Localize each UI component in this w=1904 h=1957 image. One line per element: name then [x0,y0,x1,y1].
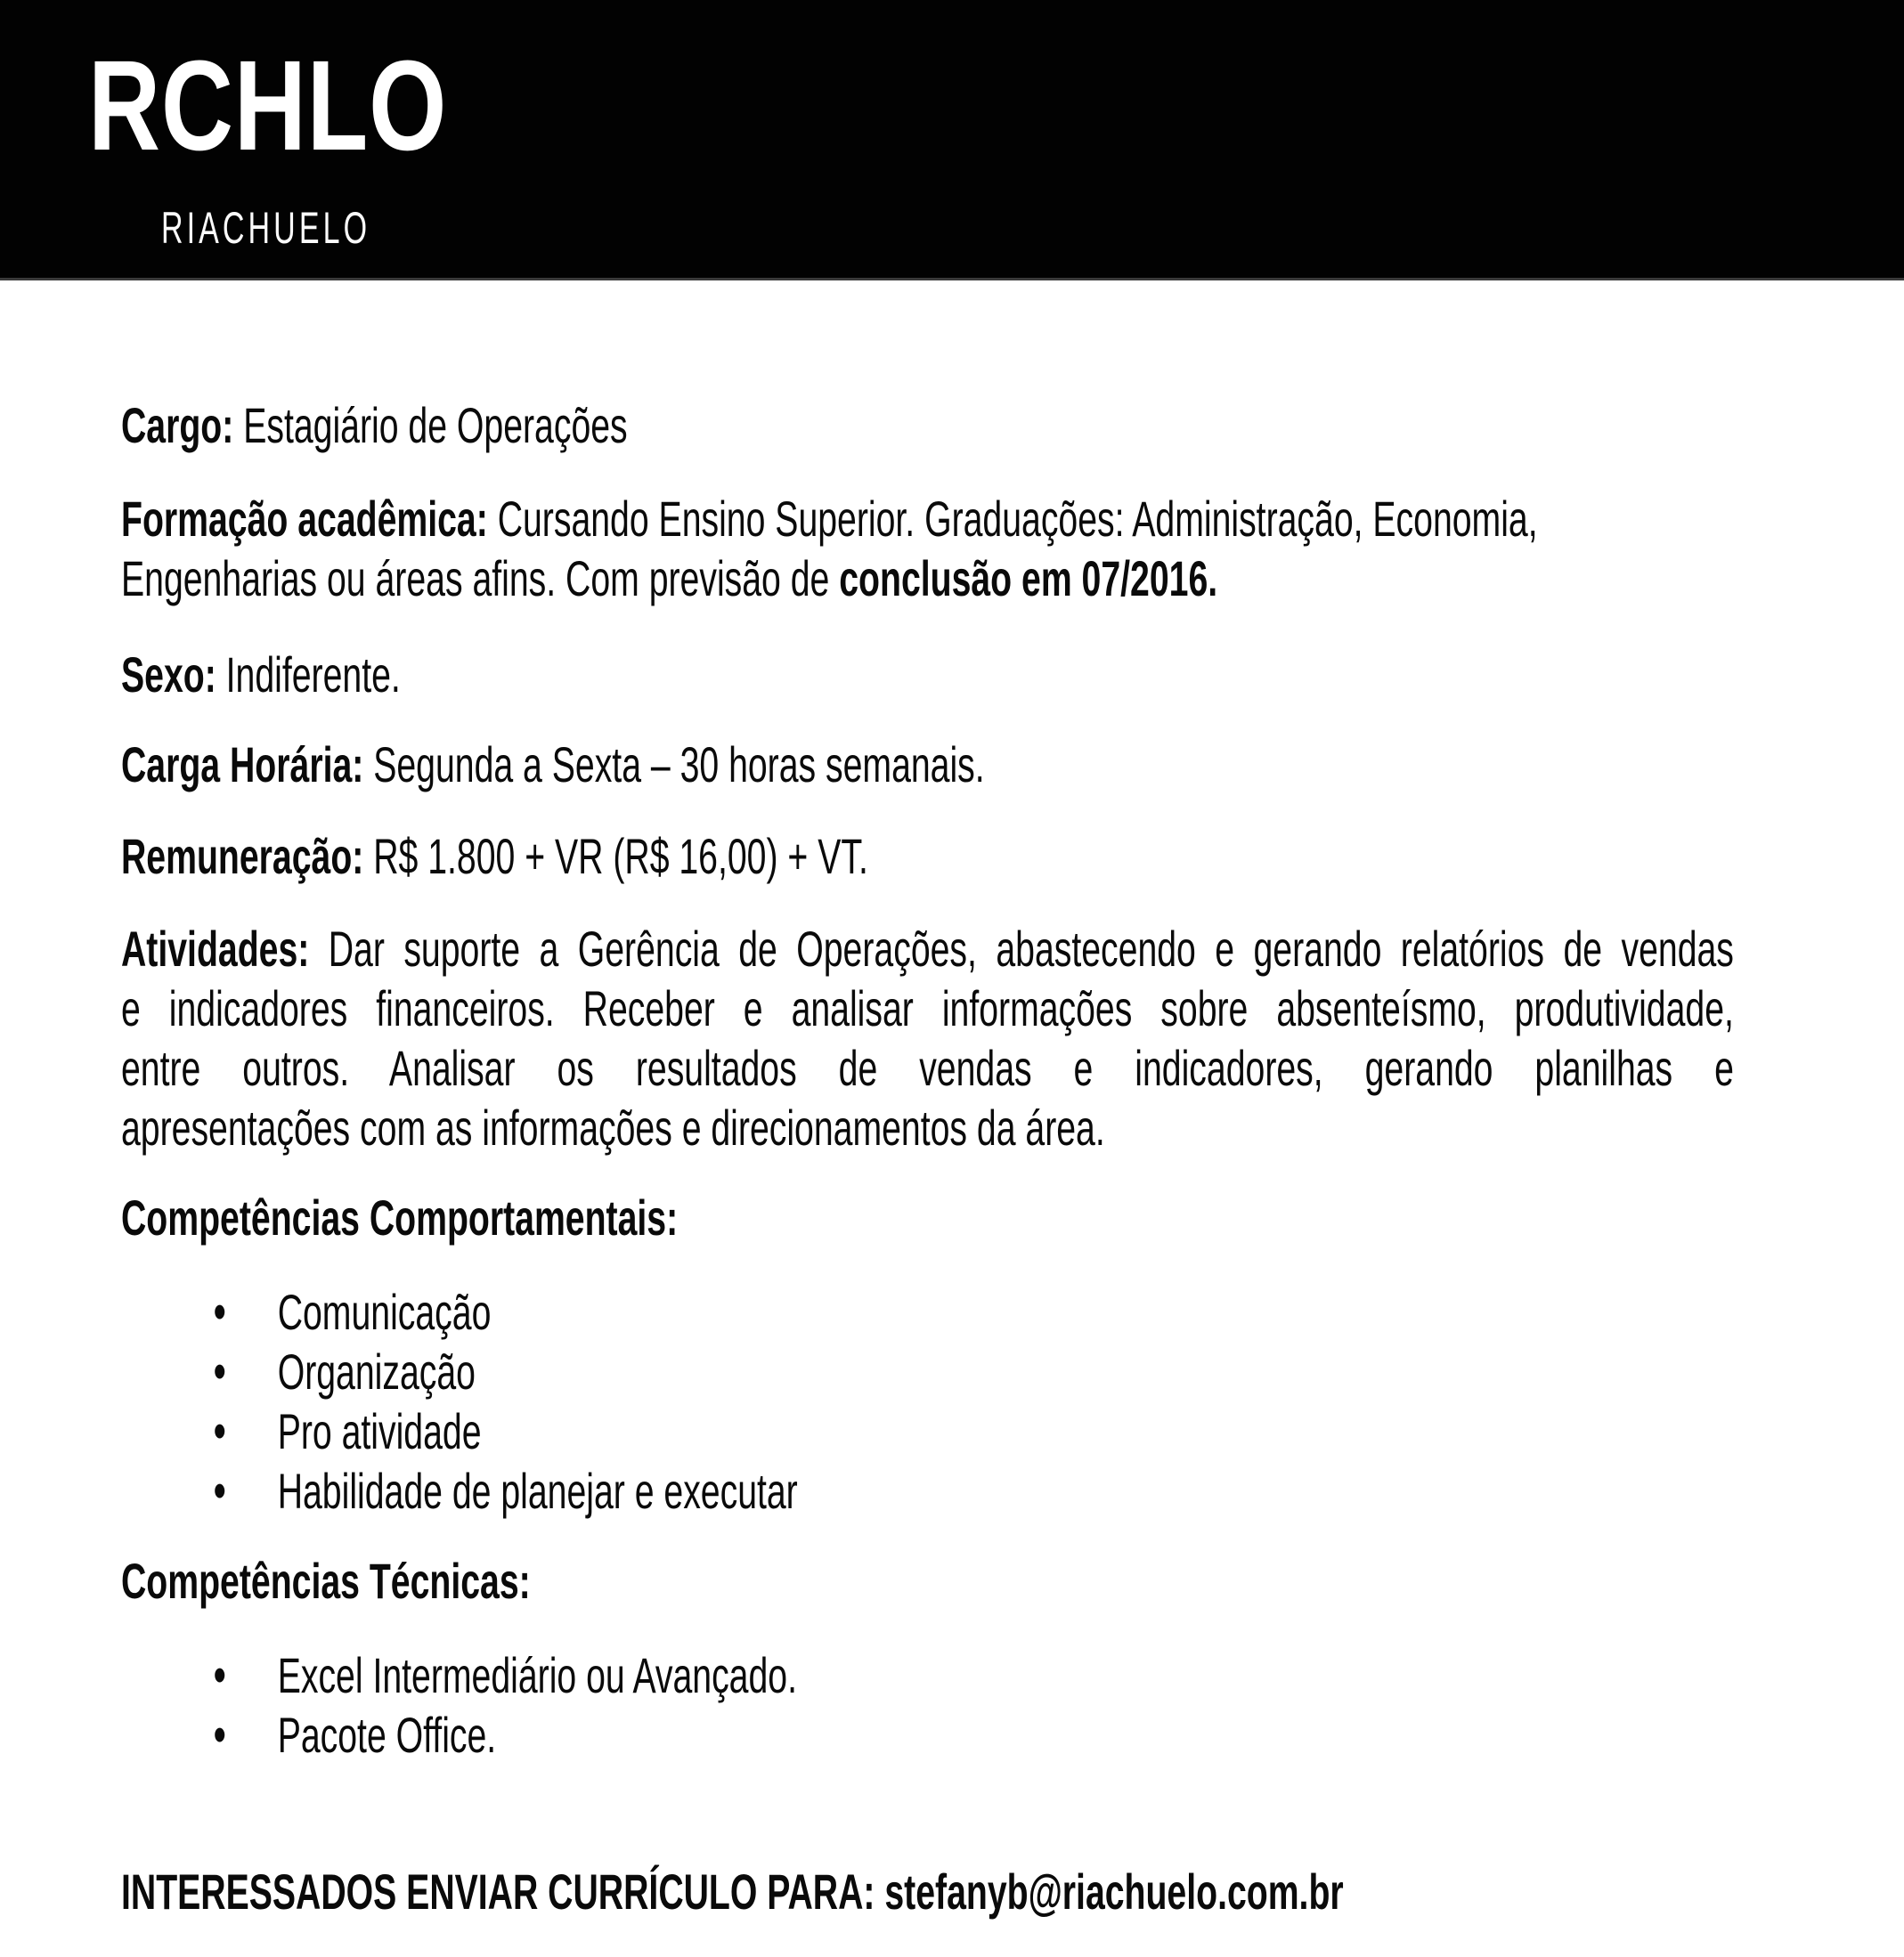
formacao-line-2 [121,548,1734,608]
bullet-icon: • [213,1462,226,1520]
list-item [121,1401,1734,1461]
field-remuneracao [121,826,1734,886]
sexo-label: Sexo: [121,646,216,702]
field-cargo [121,395,1734,455]
bullet-icon: • [213,1706,226,1764]
sexo-value: Indiferente. [216,646,401,702]
contact-email: stefanyb@riachuelo.com.br [875,1864,1344,1920]
bullet-icon: • [213,1343,226,1401]
formacao-line1-text: Cursando Ensino Superior. Graduações: Administração, Economia, [487,491,1538,547]
list-item-label: Habilidade de planejar e executar [277,1463,798,1519]
list-competencias-comportamentais [121,1282,1734,1521]
carga-horaria-value: Segunda a Sexta – 30 horas semanais. [363,736,985,792]
heading-competencias-comportamentais: Competências Comportamentais: [121,1190,679,1246]
remuneracao-label: Remuneração: [121,828,364,884]
bullet-icon: • [213,1402,226,1460]
field-atividades [121,919,1734,1157]
list-item-label: Pacote Office. [277,1707,497,1763]
formacao-label: Formação acadêmica: [121,491,488,547]
formacao-line2-text: Engenharias ou áreas afins. Com previsão de [121,550,840,606]
atividades-line-2: e indicadores financeiros. Receber e analisar informações sobre absenteísmo, produtividade, [121,980,1734,1036]
list-item [121,1282,1734,1342]
atividades-line-3: entre outros. Analisar os resultados de vendas e indicadores, gerando planilhas e [121,1040,1734,1096]
bullet-icon: • [213,1646,226,1704]
atividades-label: Atividades: [121,921,310,977]
field-sexo [121,645,1734,704]
list-item-label: Organização [277,1344,476,1400]
carga-horaria-label: Carga Horária: [121,736,364,792]
bullet-icon: • [213,1283,226,1341]
list-item-label: Excel Intermediário ou Avançado. [277,1647,797,1703]
list-item-label: Pro atividade [277,1403,482,1459]
rchlo-logo: RCHLO [88,34,448,177]
formacao-line-1 [121,489,1734,548]
list-item [121,1461,1734,1521]
list-competencias-tecnicas [121,1645,1734,1765]
field-carga-horaria [121,735,1734,794]
atividades-line-4: apresentações com as informações e direcionamentos da área. [121,1100,1105,1156]
riachuelo-wordmark: RIACHUELO [161,203,371,253]
list-item [121,1342,1734,1401]
job-description [121,0,1734,1957]
list-item-label: Comunicação [277,1284,492,1340]
atividades-line-1 [121,919,1734,978]
footer-contact [121,1862,1734,1921]
list-item [121,1645,1734,1705]
field-formacao [121,489,1734,608]
formacao-conclusao-bold: conclusão em 07/2016. [839,550,1218,606]
cargo-value: Estagiário de Operações [233,397,628,453]
atividades-line1-text: Dar suporte a Gerência de Operações, abastecendo e gerando relatórios de vendas [309,921,1734,977]
heading-competencias-tecnicas: Competências Técnicas: [121,1553,531,1609]
cargo-label: Cargo: [121,397,234,453]
footer-label: INTERESSADOS ENVIAR CURRÍCULO PARA: [121,1864,875,1920]
list-item [121,1705,1734,1765]
remuneracao-value: R$ 1.800 + VR (R$ 16,00) + VT. [363,828,868,884]
